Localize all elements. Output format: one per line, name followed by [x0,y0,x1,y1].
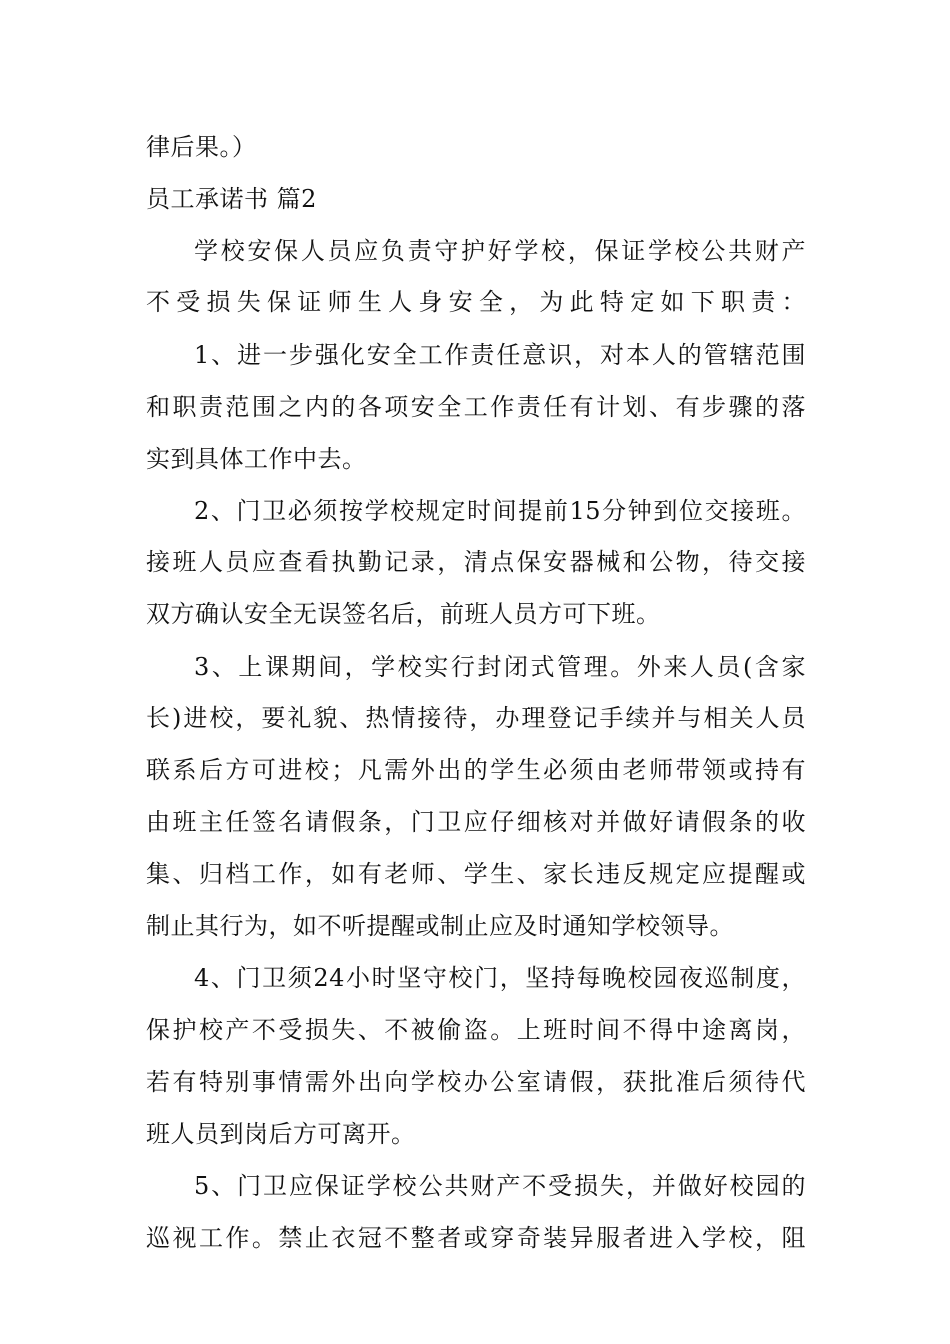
item-1-line: 实到具体工作中去。 [146,445,367,473]
item-3-line: 制止其行为，如不听提醒或制止应及时通知学校领导。 [146,912,734,940]
item-3-line: 由班主任签名请假条，门卫应仔细核对并做好请假条的收 [146,808,806,836]
item-4-line: 保护校产不受损失、不被偷盗。上班时间不得中途离岗， [146,1016,806,1044]
continuation-line: 律后果。） [146,133,257,161]
item-3-line: 联系后方可进校；凡需外出的学生必须由老师带领或持有 [146,756,806,784]
item-4-line: 班人员到岗后方可离开。 [146,1120,416,1148]
item-3-line: 3、上课期间，学校实行封闭式管理。外来人员(含家 [194,653,806,681]
item-4-line: 若有特别事情需外出向学校办公室请假，获批准后须待代 [146,1068,806,1096]
item-5-line: 5、门卫应保证学校公共财产不受损失，并做好校园的 [194,1172,806,1200]
item-2-line: 2、门卫必须按学校规定时间提前15分钟到位交接班。 [194,497,806,525]
item-1-line: 1、进一步强化安全工作责任意识，对本人的管辖范围 [194,341,806,369]
item-3-line: 长)进校，要礼貌、热情接待，办理登记手续并与相关人员 [146,704,806,732]
item-5-line: 巡视工作。禁止衣冠不整者或穿奇装异服者进入学校，阻 [146,1224,806,1252]
intro-paragraph-line: 不受损失保证师生人身安全，为此特定如下职责： [146,288,806,316]
item-2-line: 接班人员应查看执勤记录，清点保安器械和公物，待交接 [146,548,806,576]
item-3-line: 集、归档工作，如有老师、学生、家长违反规定应提醒或 [146,860,806,888]
intro-paragraph-line: 学校安保人员应负责守护好学校，保证学校公共财产 [194,237,806,265]
item-1-line: 和职责范围之内的各项安全工作责任有计划、有步骤的落 [146,393,806,421]
section-heading: 员工承诺书 篇2 [146,185,317,213]
item-4-line: 4、门卫须24小时坚守校门，坚持每晚校园夜巡制度， [194,964,806,992]
item-2-line: 双方确认安全无误签名后，前班人员方可下班。 [146,600,661,628]
